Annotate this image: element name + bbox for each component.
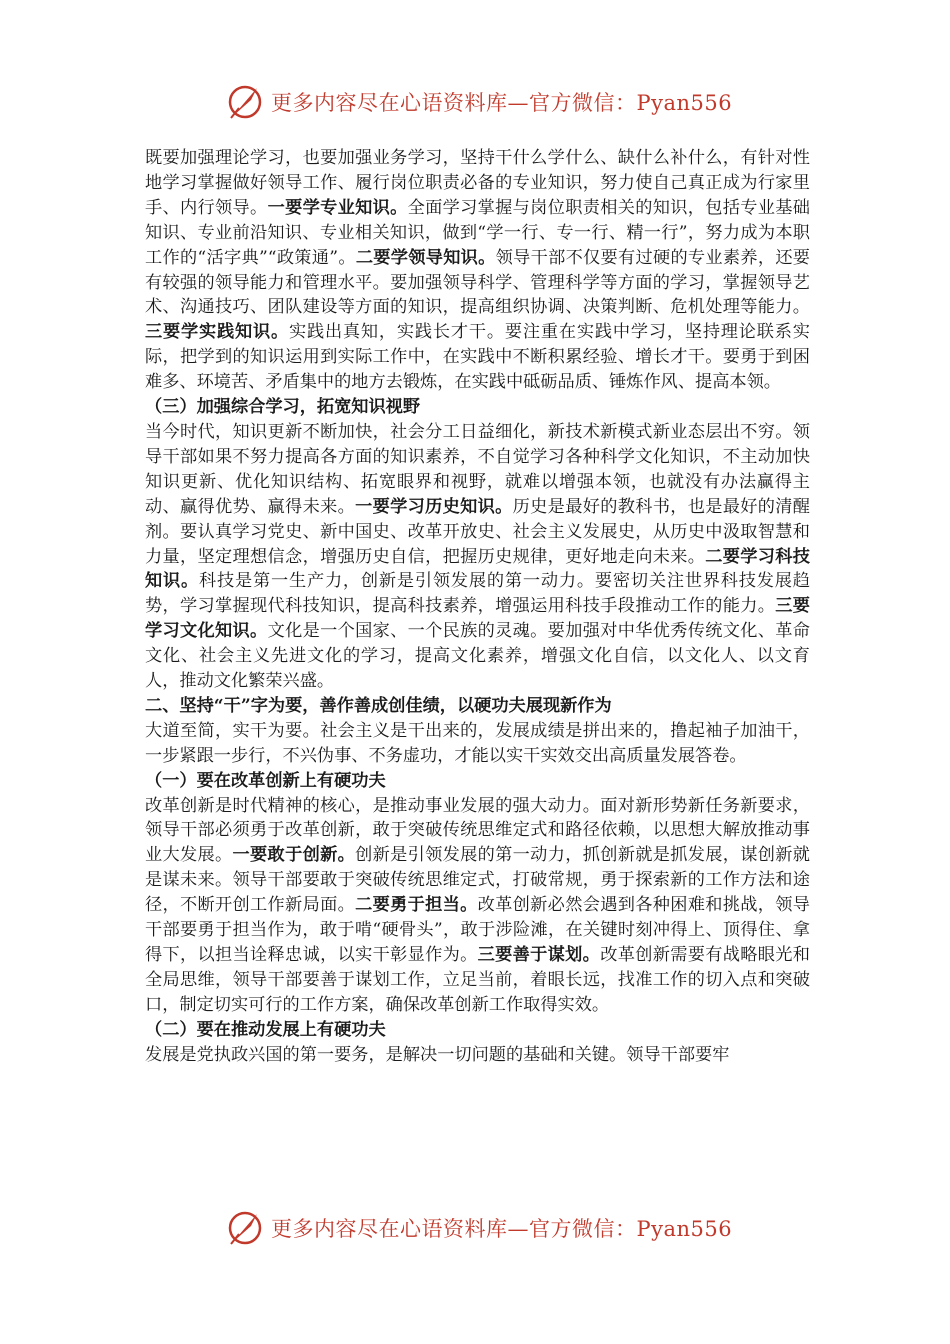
text-run: 发展是党执政兴国的第一要务，是解决一切问题的基础和关键。领导干部要牢 [145,1044,730,1065]
watermark-banner-bottom [225,1206,745,1250]
bold-lead-phrase: 一要敢于创新。 [232,845,356,866]
body-paragraph [145,719,810,769]
bold-lead-phrase: 三要学实践知识。 [145,322,289,343]
bold-lead-phrase: 二要勇于担当。 [355,895,478,916]
body-paragraph [145,146,810,395]
bold-lead-phrase: 三要善于谋划。 [477,945,601,965]
document-body [145,146,810,1068]
text-run: 科技是第一生产力，创新是引领发展的第一动力。要密切关注世界科技发展趋势，学习掌握现代科技知识，提高科技素养，增强运用科技手段推动工作的能力。 [145,571,810,617]
quill-logo-icon [225,1208,265,1248]
text-run: 当今时代，知识更新不断加快，社会分工日益细化，新技术新模式新业态层出不穷。领导干部如果不努力提高各方面的知识素养，不自觉学习各种科学文化知识，不主动加快知识更新、优化知识结构、拓宽眼界和视野，就难以增强本领，也就没有办法赢得主动、赢得优势、赢得未来。 [145,421,810,517]
watermark-text: 更多内容尽在心语资料库—官方微信：Pyan556 [271,91,733,115]
quill-logo-icon [225,82,265,122]
section-heading [145,1018,810,1043]
section-heading [145,395,810,420]
text-run: 文化是一个国家、一个民族的灵魂。要加强对中华优秀传统文化、革命文化、社会主义先进文化的学习，提高文化素养，增强文化自信，以文化人、以文育人，推动文化繁荣兴盛。 [145,621,810,692]
section-heading [145,769,810,794]
text-run: 大道至简，实干为要。社会主义是干出来的，发展成绩是拼出来的，撸起袖子加油干，一步紧跟一步行，不兴伪事、不务虚功，才能以实干实效交出高质量发展答卷。 [145,720,810,766]
bold-lead-phrase: 一要学专业知识。 [267,197,408,218]
watermark-banner-top [225,80,745,124]
body-paragraph [145,794,810,1018]
text-run: 既要加强理论学习，也要加强业务学习，坚持干什么学什么、缺什么补什么，有针对性地学习掌握做好领导工作、履行岗位职责必备的专业知识，努力使自己真正成为行家里手、内行领导。 [145,148,810,218]
text-run: 创新是引领发展的第一动力，抓创新就是抓发展，谋创新就是谋未来。领导干部要敢于突破传统思维定式，打破常规，勇于探索新的工作方法和途径，不断开创工作新局面。 [145,845,810,916]
text-run: 领导干部不仅要有过硬的专业素养，还要有较强的领导能力和管理水平。要加强领导科学、管理科学等方面的学习，掌握领导艺术、沟通技巧、团队建设等方面的知识，提高组织协调、决策判断、危机处理等能力。 [145,247,810,318]
text-run: 改革创新是时代精神的核心，是推动事业发展的强大动力。面对新形势新任务新要求，领导干部必须勇于改革创新，敢于突破传统思维定式和路径依赖，以思想大解放推动事业大发展。 [145,795,810,866]
bold-lead-phrase: 二要学领导知识。 [355,247,496,268]
bold-lead-phrase: 一要学习历史知识。 [355,496,513,517]
bold-lead-phrase: 三要学习文化知识。 [145,596,810,642]
body-paragraph [145,1043,810,1068]
text-run: 历史是最好的教科书，也是最好的清醒剂。要认真学习党史、新中国史、改革开放史、社会主义发展史，从历史中汲取智慧和力量，坚定理想信念，增强历史自信，把握历史规律，更好地走向未来。 [145,496,810,567]
bold-lead-phrase: 二要学习科技知识。 [145,546,810,592]
text-run: 全面学习掌握与岗位职责相关的知识，包括专业基础知识、专业前沿知识、专业相关知识，做到“学一行、专一行、精一行”，努力成为本职工作的“活字典”“政策通”。 [145,197,810,268]
text-run: 实践出真知，实践长才干。要注重在实践中学习，坚持理论联系实际，把学到的知识运用到实际工作中，在实践中不断积累经验、增长才干。要勇于到困难多、环境苦、矛盾集中的地方去锻炼，在实践中砥砺品质、锤炼作风、提高本领。 [145,322,810,393]
section-heading [145,694,810,719]
watermark-text: 更多内容尽在心语资料库—官方微信：Pyan556 [271,1217,733,1241]
body-paragraph [145,420,810,694]
bold-lead-phrase: 二、坚持“干”字为要，善作善成创佳绩，以硬功夫展现新作为 [145,695,612,716]
bold-lead-phrase: （一）要在改革创新上有硬功夫 [145,770,386,791]
bold-lead-phrase: （三）加强综合学习，拓宽知识视野 [145,397,421,418]
text-run: 改革创新必然会遇到各种困难和挑战，领导干部要勇于担当作为，敢于啃“硬骨头”，敢于涉险滩，在关键时刻冲得上、顶得住、拿得下，以担当诠释忠诚，以实干彰显作为。 [145,895,810,965]
bold-lead-phrase: （二）要在推动发展上有硬功夫 [145,1019,386,1040]
text-run: 改革创新需要有战略眼光和全局思维，领导干部要善于谋划工作，立足当前，着眼长远，找准工作的切入点和突破口，制定切实可行的工作方案，确保改革创新工作取得实效。 [145,945,810,1015]
